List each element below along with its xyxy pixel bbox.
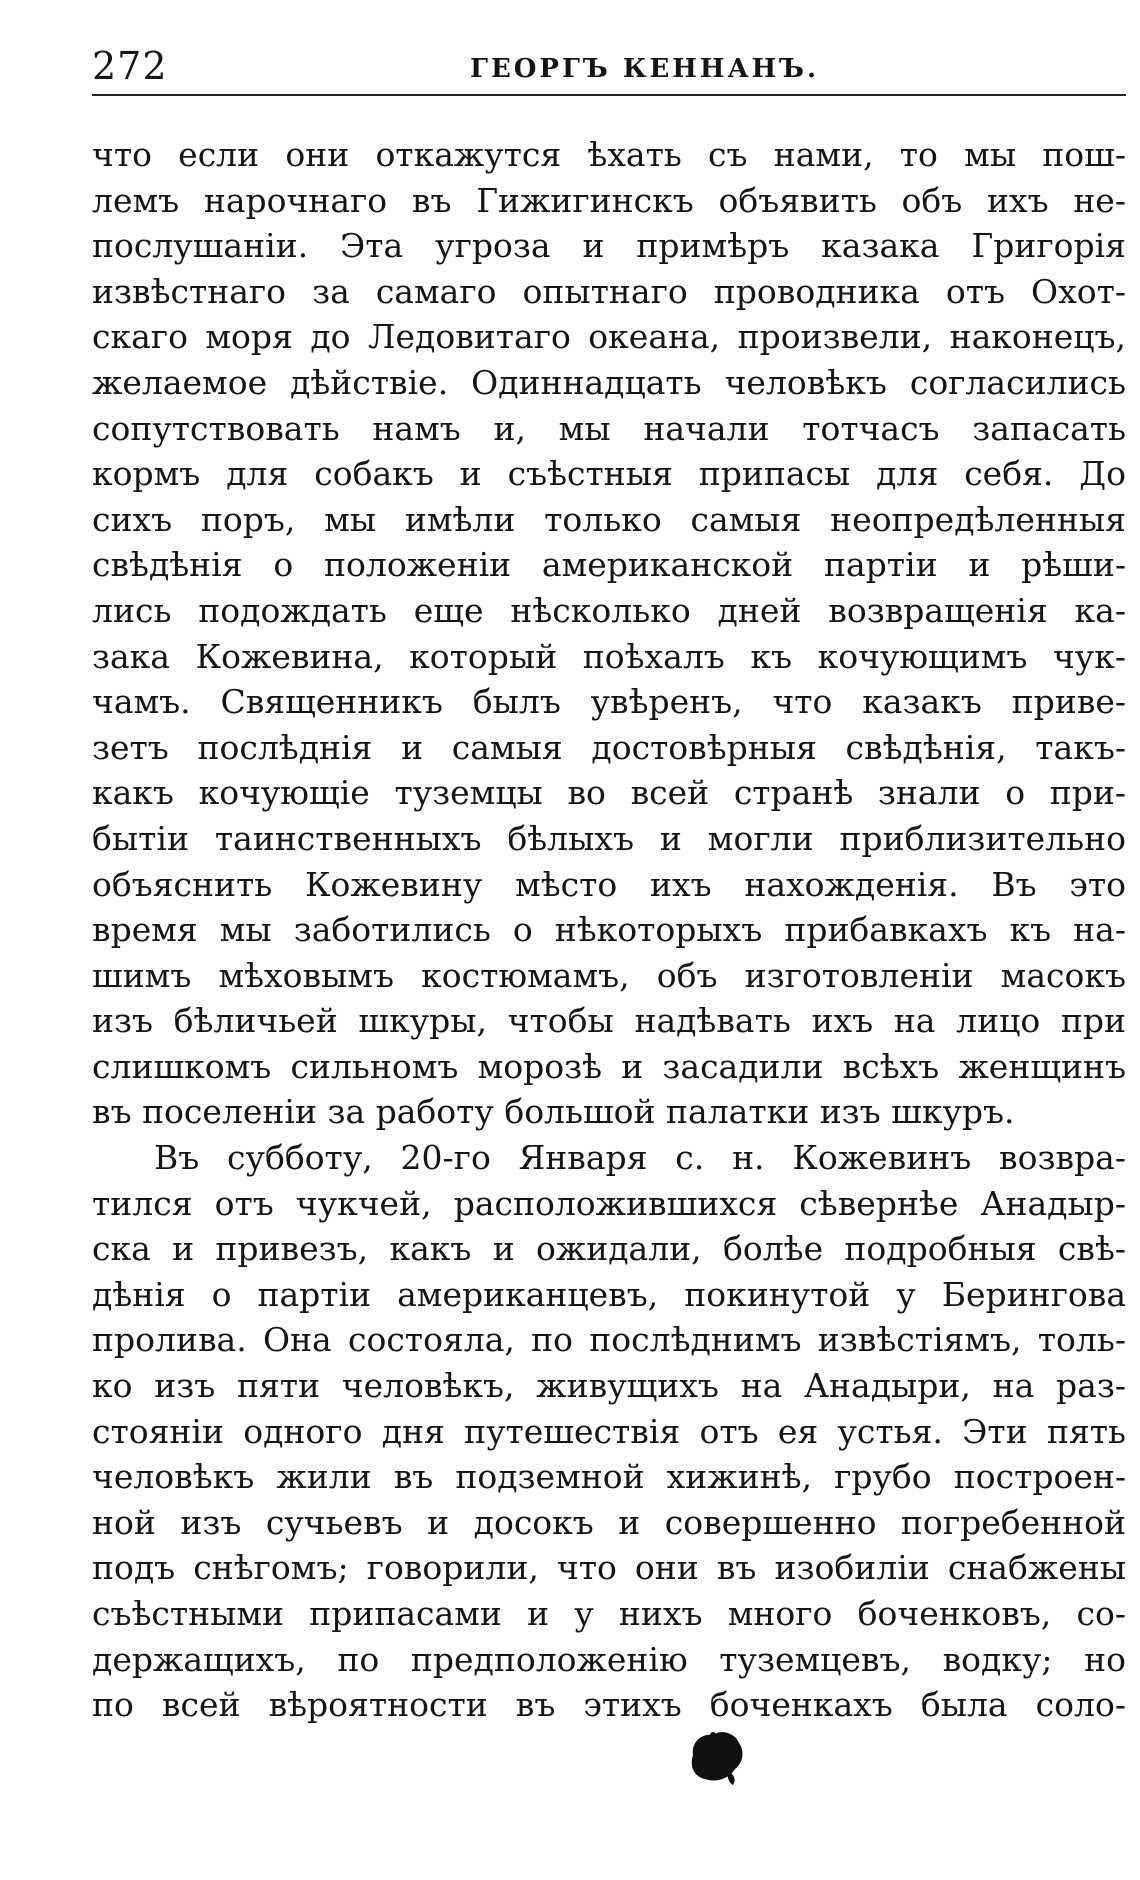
text-line: зака Кожевина, который поѣхалъ къ кочующимъ чук-	[92, 636, 1126, 676]
text-line: скаго моря до Ледовитаго океана, произвели, наконецъ,	[92, 317, 1126, 357]
text-line: дѣнія о партіи американцевъ, покинутой у Берингова	[92, 1274, 1126, 1314]
text-line: лись подождать еще нѣсколько дней возвращенія ка-	[92, 590, 1126, 630]
text-line: стояніи одного дня путешествія отъ ея устья. Эти пять	[92, 1411, 1126, 1451]
text-line: бытіи таинственныхъ бѣлыхъ и могли приблизительно	[92, 818, 1126, 858]
text-line: шимъ мѣховымъ костюмамъ, объ изготовленіи масокъ	[92, 955, 1126, 995]
ink-blot	[683, 1727, 747, 1787]
text-line: какъ кочующіе туземцы во всей странѣ знали о при-	[92, 773, 1126, 813]
text-line: ска и привезъ, какъ и ожидали, болѣе подробныя свѣ-	[92, 1229, 1126, 1269]
text-line: изъ бѣличьей шкуры, чтобы надѣвать ихъ на лицо при	[92, 1001, 1126, 1041]
text-line: тился отъ чукчей, расположившихся сѣвернѣе Анадыр-	[92, 1183, 1126, 1223]
text-line: по всей вѣроятности въ этихъ боченкахъ была соло-	[92, 1685, 1126, 1725]
text-line: ной изъ сучьевъ и досокъ и совершенно погребенной	[92, 1502, 1126, 1542]
paragraph-1	[92, 132, 1126, 1135]
body-text	[92, 132, 1126, 1728]
text-line: время мы заботились о нѣкоторыхъ прибавкахъ къ на-	[92, 910, 1126, 950]
running-head: ГЕОРГЪ КЕННАНЪ.	[470, 54, 820, 84]
text-line: сихъ поръ, мы имѣли только самыя неопредѣленныя	[92, 499, 1126, 539]
text-line: въ поселеніи за работу большой палатки изъ шкуръ.	[92, 1092, 1015, 1132]
text-line: послушаніи. Эта угроза и примѣръ казака Григорія	[92, 226, 1126, 266]
text-line: держащихъ, по предположенію туземцевъ, водку; но	[92, 1639, 1126, 1679]
page-number: 272	[92, 44, 168, 88]
text-line: пролива. Она состояла, по послѣднимъ извѣстіямъ, толь-	[92, 1320, 1126, 1360]
text-line: Въ субботу, 20-го Января с. н. Кожевинъ возвра-	[154, 1138, 1126, 1178]
page-header	[92, 40, 1126, 92]
text-line: сопутствовать намъ и, мы начали тотчасъ запасать	[92, 408, 1126, 448]
text-line: объяснить Кожевину мѣсто ихъ нахожденія. Въ это	[92, 864, 1126, 904]
text-line: слишкомъ сильномъ морозѣ и засадили всѣхъ женщинъ	[92, 1046, 1126, 1086]
header-rule	[92, 94, 1126, 96]
text-line: желаемое дѣйствіе. Одиннадцать человѣкъ согласились	[92, 362, 1126, 402]
text-line: ко изъ пяти человѣкъ, живущихъ на Анадыри, на раз-	[92, 1366, 1126, 1406]
text-line: свѣдѣнія о положеніи американской партіи и рѣши-	[92, 545, 1126, 585]
text-line: лемъ нарочнаго въ Гижигинскъ объявить объ ихъ не-	[92, 180, 1126, 220]
text-line: подъ снѣгомъ; говорили, что они въ изобиліи снабжены	[92, 1548, 1126, 1588]
text-line: что если они откажутся ѣхать съ нами, то мы пош-	[92, 135, 1126, 174]
text-line: кормъ для собакъ и съѣстныя припасы для себя. До	[92, 454, 1126, 494]
text-line: человѣкъ жили въ подземной хижинѣ, грубо построен-	[92, 1457, 1126, 1497]
text-line: зетъ послѣднія и самыя достовѣрныя свѣдѣнія, такъ-	[92, 727, 1126, 767]
text-line: съѣстными припасами и у нихъ много боченковъ, со-	[92, 1594, 1126, 1633]
paragraph-2	[92, 1135, 1126, 1728]
text-line: чамъ. Священникъ былъ увѣренъ, что казакъ приве-	[92, 682, 1126, 722]
text-line: извѣстнаго за самаго опытнаго проводника отъ Охот-	[92, 271, 1126, 311]
